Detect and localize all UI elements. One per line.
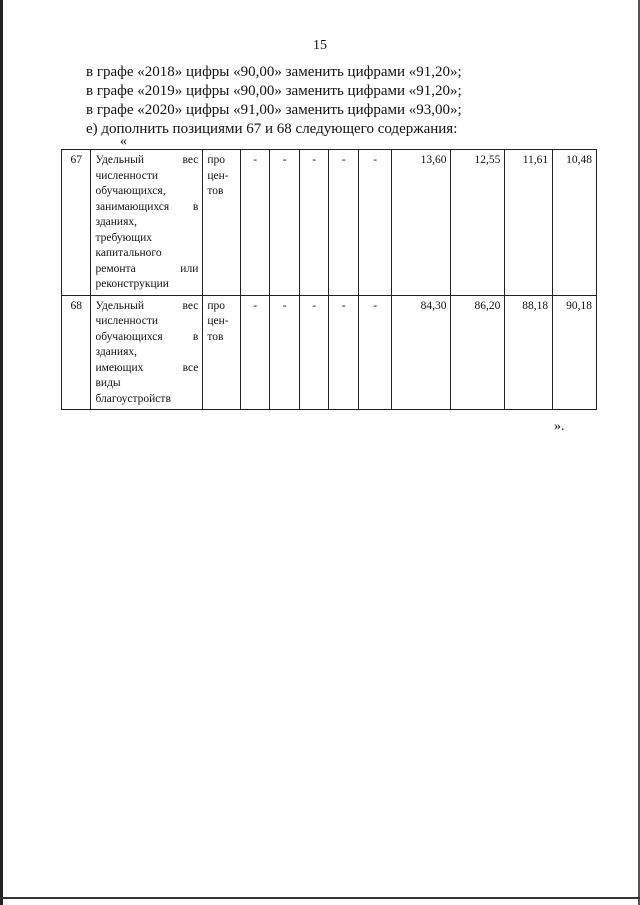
open-quote: « (120, 134, 127, 149)
name-line: благоустройств (95, 392, 171, 405)
unit-cell (203, 150, 241, 296)
name-line: численности (95, 169, 158, 182)
indicator-name (91, 150, 203, 296)
row-number: 67 (62, 150, 91, 296)
value-cell: 13,60 (392, 150, 451, 296)
page-number: 15 (313, 38, 327, 53)
scan-left-edge (0, 0, 3, 905)
value-cell: 84,30 (392, 295, 451, 410)
scan-bottom-edge (0, 897, 640, 899)
name-line: ремонта или (95, 262, 199, 275)
dash-cell: - (329, 150, 358, 296)
unit-line: цен- (207, 315, 229, 327)
value-cell: 88,18 (505, 295, 553, 410)
value-cell: 90,18 (553, 295, 597, 410)
text-line-2: в графе «2019» цифры «90,00» заменить цифрами «91,20»; (86, 83, 462, 99)
value-cell: 11,61 (505, 150, 553, 296)
name-line: виды (95, 377, 121, 389)
name-line: зданиях, (95, 216, 137, 228)
text-line-1: в графе «2018» цифры «90,00» заменить цифрами «91,20»; (86, 64, 462, 80)
name-line: имеющих все (95, 361, 199, 374)
name-line: занимающихся в (95, 200, 199, 213)
name-line: зданиях, (95, 346, 137, 358)
text-line-4: е) дополнить позициями 67 и 68 следующего содержания: (86, 121, 458, 137)
indicator-name (91, 295, 203, 410)
name-line: обучающихся в (95, 330, 199, 343)
value-cell: 12,55 (451, 150, 505, 296)
text-line-3: в графе «2020» цифры «91,00» заменить цифрами «93,00»; (86, 102, 462, 118)
name-line: капитального (95, 247, 162, 259)
dash-cell: - (329, 295, 358, 410)
unit-line: тов (207, 330, 224, 343)
name-line: Удельный вес (95, 299, 199, 312)
name-line: численности (95, 315, 158, 327)
close-quote: ». (554, 419, 565, 434)
name-line: Удельный вес (95, 154, 199, 166)
value-cell: 86,20 (451, 295, 505, 410)
name-line: обучающихся, (95, 185, 166, 197)
dash-cell: - (299, 150, 328, 296)
unit-cell (203, 295, 241, 410)
dash-cell: - (270, 150, 299, 296)
name-line: требующих (95, 231, 153, 244)
dash-cell: - (299, 295, 328, 410)
unit-line: тов (207, 185, 224, 197)
unit-line: цен- (207, 169, 229, 182)
value-cell: 10,48 (553, 150, 597, 296)
table-row (62, 295, 597, 410)
dash-cell: - (358, 150, 392, 296)
unit-line: про (207, 299, 226, 312)
dash-cell: - (270, 295, 299, 410)
table-row (62, 150, 597, 296)
unit-line: про (207, 154, 226, 166)
row-number: 68 (62, 295, 91, 410)
name-line: реконструкции (95, 278, 169, 290)
dash-cell: - (240, 295, 269, 410)
positions-table (61, 149, 597, 410)
dash-cell: - (240, 150, 269, 296)
dash-cell: - (358, 295, 392, 410)
